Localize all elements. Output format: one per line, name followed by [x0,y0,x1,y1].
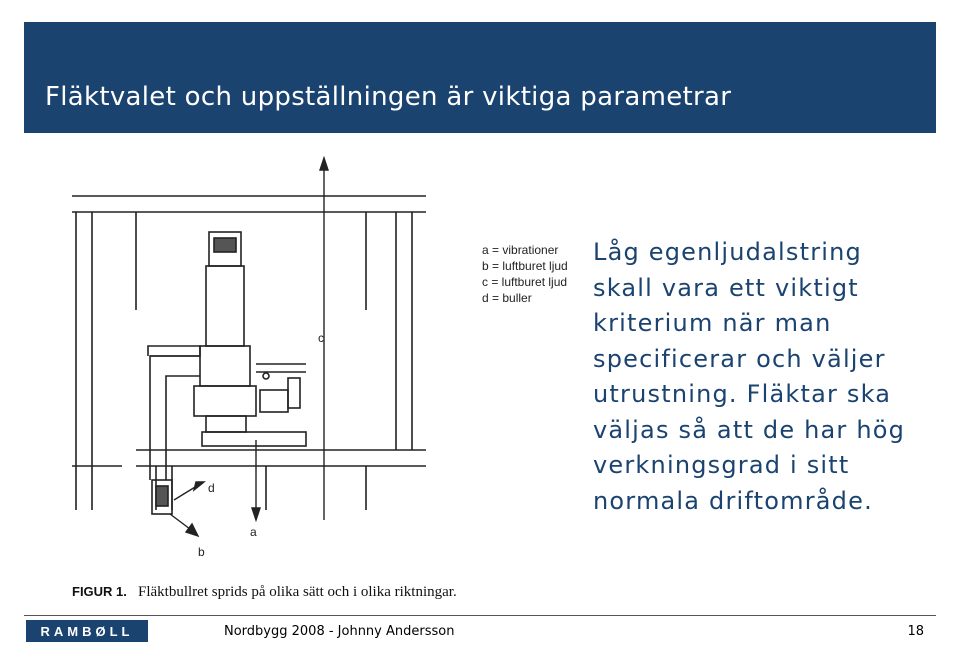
body-line: utrustning. Fläktar ska [593,380,892,408]
slide-title: Fläktvalet och uppställningen är viktiga parametrar [45,82,732,112]
body-line: specificerar och väljer [593,344,886,373]
wall-lines [72,196,426,510]
figure-caption: Fläktbullret sprids på olika sätt och i olika riktningar. [138,584,457,600]
title-bar [24,22,936,133]
body-line: kriterium när man [593,309,832,337]
body-text [593,235,953,519]
ramboll-logo: RAMBØLL [26,620,148,642]
body-line: skall vara ett viktigt [593,273,859,302]
label-d: d [208,481,215,495]
label-b: b [198,545,205,559]
arrow-a [252,440,260,520]
body-line: Låg egenljudalstring [593,238,862,266]
page-number: 18 [907,624,924,639]
arrow-d [174,482,204,500]
legend-c: c = luftburet ljud [482,275,568,289]
legend-b: b = luftburet ljud [482,259,568,273]
legend-a: a = vibrationer [482,243,559,257]
arrow-b [170,514,198,536]
label-c: c [318,331,324,345]
body-line: väljas så att de har hög [593,415,906,444]
legend-d: d = buller [482,291,532,305]
fan-installation-figure [66,150,586,610]
body-line: verkningsgrad i sitt [593,451,850,479]
label-a: a [250,525,257,539]
footer-divider [24,615,936,616]
body-line: normala driftområde. [593,486,873,515]
figure-caption-prefix: FIGUR 1. [72,584,127,599]
fan-unit [194,232,306,446]
footer-text: Nordbygg 2008 - Johnny Andersson [224,624,455,639]
